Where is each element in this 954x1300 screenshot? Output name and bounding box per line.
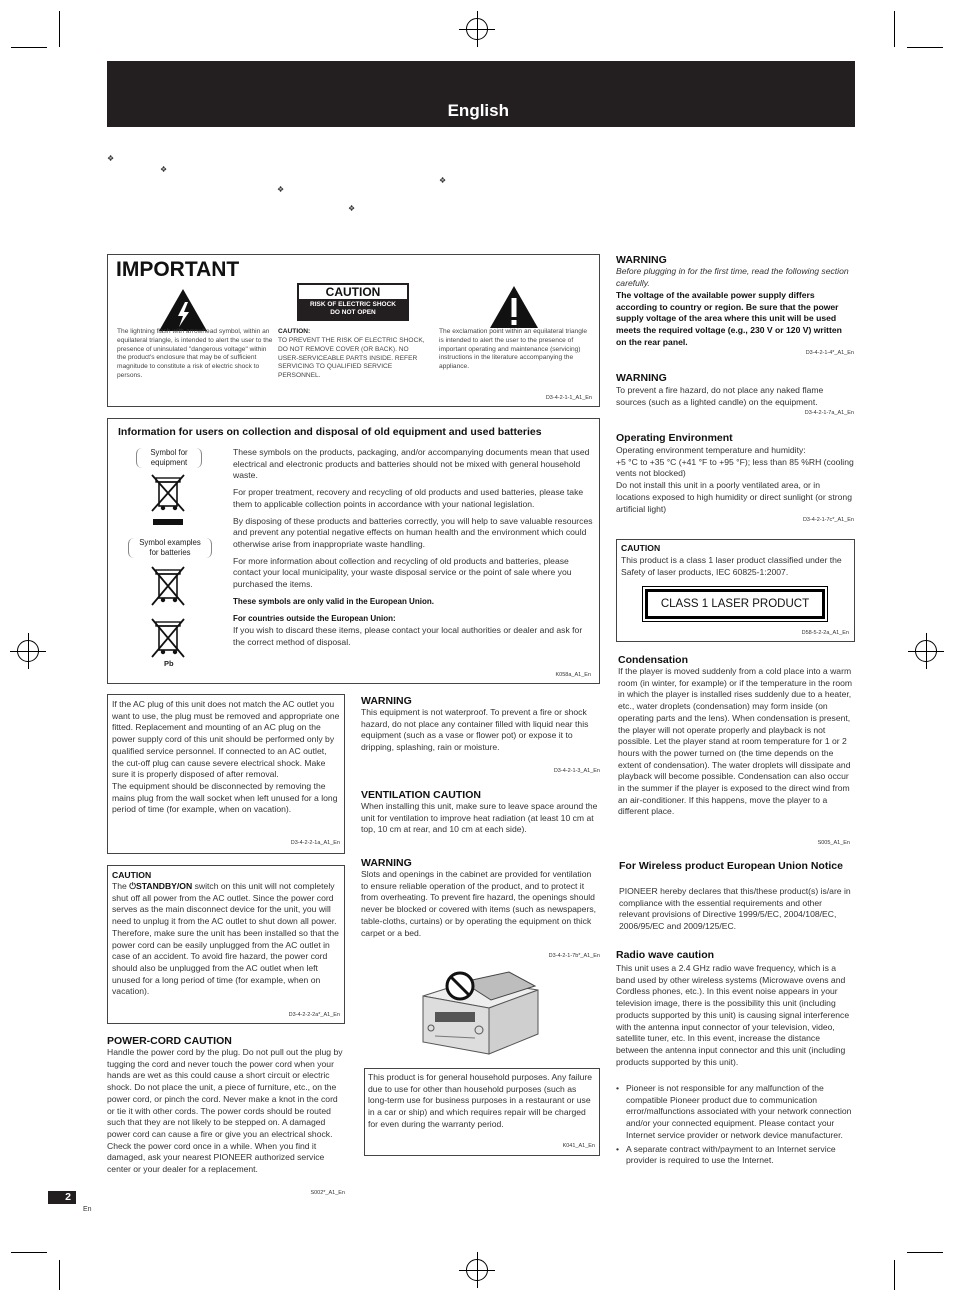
household-box [364, 1068, 600, 1156]
crossed-bin-battery-pb-icon [150, 617, 186, 663]
list-item: • A separate contract with/payment to an Internet service provider is required to use the Internet. [616, 1144, 854, 1167]
warning-flame-text: To prevent a fire hazard, do not place any naked flame sources (such as a lighted candle) on the equipment. [616, 385, 824, 407]
no-covering-unit-illustration [413, 966, 548, 1058]
lightning-warning-icon [158, 288, 208, 332]
wireless-text: PIONEER hereby declares that this/these product(s) is/are in compliance with the essential requirements and other relevant provisions of Directive 1999/5/EC, 2004/108/EC, 2006/95/EC and 2009/125/EC. [619, 886, 851, 932]
radio-bullet-list [616, 1083, 854, 1167]
section-code: D3-4-2-1-4*_A1_En [805, 350, 854, 356]
header-banner [107, 61, 855, 127]
warning-slots-text: Slots and openings in the cabinet are provided for ventilation to ensure reliable operation of the product, and to protect it from overheating. To prevent fire hazard, the openings should never be blocked or covered with items (such as newspapers, table-cloths, curtains) or by operating the equipment on thick carpet or a bed. [361, 869, 597, 938]
disposal-title: Information for users on collection and disposal of old equipment and used batteries [118, 426, 542, 438]
registration-mark [17, 640, 39, 662]
standby-text-pre: The [112, 881, 130, 891]
list-item: • Pioneer is not responsible for any malfunction of the compatible Pioneer product due to communication error/malfunctions associated with your network connection and/or your connected equipment. Please contact your Internet service provider or network device manufacturer. [616, 1083, 854, 1142]
disposal-paragraph: These symbols on the products, packaging, and/or accompanying documents mean that used electrical and electronic products and batteries should not be mixed with general household waste. [233, 447, 590, 481]
section-code: D3-4-2-1-3_A1_En [553, 768, 600, 774]
crop-mark [59, 1260, 60, 1290]
condensation-heading: Condensation [618, 654, 688, 666]
warning-voltage-heading: WARNING [616, 254, 667, 266]
standby-caution-text [112, 881, 340, 998]
exclamation-warning-icon [489, 285, 539, 329]
section-code: K058a_A1_En [555, 672, 591, 678]
diamond-ornament: ❖ [107, 154, 115, 163]
household-text: This product is for general household purposes. Any failure due to use for other than household purposes (such as long-term use for business purposes in a restaurant or use in a car or ship) and which requires repair will be charged for even during the warranty period. [368, 1072, 593, 1129]
ac-plug-box [107, 694, 345, 854]
crop-mark [894, 11, 895, 47]
lightning-description: The lightning flash with arrowhead symbol, within an equilateral triangle, is intended to alert the user to the presence of uninsulated "dangerous voltage" within the product's enclosure that may be of sufficient magnitude to constitute a risk of electric shock to persons. [117, 328, 273, 379]
registration-mark [915, 640, 937, 662]
page-number: 2 [48, 1191, 76, 1204]
caution-label-sub: RISK OF ELECTRIC SHOCK DO NOT OPEN [310, 301, 396, 316]
warning-slots-heading: WARNING [361, 857, 412, 869]
section-code: D3-4-2-2-2a*_A1_En [288, 1012, 340, 1018]
class1-laser-text: CLASS 1 LASER PRODUCT [660, 598, 810, 610]
crop-mark [907, 47, 943, 48]
section-code: D3-4-2-2-1a_A1_En [290, 840, 340, 846]
ventilation-text: When installing this unit, make sure to leave space around the unit for ventilation to improve heat radiation (at least 10 cm at top, 10 cm at rear, and 10 cm at each side). [361, 801, 598, 835]
symbol-batteries-label: Symbol examples for batteries [128, 538, 212, 558]
standby-on-label: STANDBY/ON [136, 881, 193, 891]
disposal-paragraph: By disposing of these products and batteries correctly, you will help to save valuable resources and prevent any potential negative effects on human health and the environment which could otherwise arise from inappropriate waste handling. [233, 515, 593, 549]
section-code: S002*_A1_En [310, 1190, 345, 1196]
ac-plug-text: If the AC plug of this unit does not match the AC outlet you want to use, the plug must be removed and appropriate one fitted. Replacement and mounting of an AC plug on the power supply cord of this unit should be performed only by qualified service personnel. If connected to an AC outlet, the cut-off plug can cause severe electrical shock. Make sure it is properly disposed of after removal. The equipment should be disconnected by removing the mains plug from the wall socket when left unused for a long period of time (for example, when on vacation). [112, 699, 340, 815]
section-code: D3-4-2-1-1_A1_En [545, 395, 592, 401]
operating-env-text: Operating environment temperature and humidity: +5 °C to +35 °C (+41 °F to +95 °F); less than 85 %RH (cooling vents not blocked) Do not install this unit in a poorly ventilated area, or in locations exposed to high humidity or direct sunlight (or strong artificial light) [616, 445, 854, 514]
warning-flame-heading: WARNING [616, 372, 667, 384]
condensation-text: If the player is moved suddenly from a cold place into a warm room (in winter, for example) or if the temperature in the room in which the player is installed rises suddenly due to a heater, etc., water droplets (condensation) may form inside (on operating parts and the lens). When condensation is present, the player will not operate properly and playback is not possible. Let the player stand at room temperature for 1 or 2 hours with the power turned on (the time depends on the extent of condensation). The water droplets will dissipate and playback will become possible. Condensation can also occur in the summer if the player is exposed to the direct wind from an air-conditioner. If this happens, move the player to a different place. [618, 666, 853, 817]
diamond-ornament: ❖ [439, 176, 447, 185]
section-code: D3-4-2-1-7a_A1_En [804, 410, 854, 416]
page-lang-code: En [83, 1206, 92, 1213]
radio-text: This unit uses a 2.4 GHz radio wave frequency, which is a band used by other wireless systems (Microwave ovens and Cordless phones, etc.). In this event noise appears in your television image, there is the possibility this unit (including products supported by this unit) is causing signal interference with the antenna input connector of your television, video, satellite tuner, etc. In this event, increase the distance between the antenna input connector and this unit (including products supported by this unit). [616, 963, 850, 1067]
crop-mark [11, 1252, 47, 1253]
caution-label-title: CAUTION [299, 285, 407, 299]
symbol-equipment-label: Symbol for equipment [136, 448, 202, 468]
laser-caution-heading: CAUTION [621, 543, 661, 553]
diamond-ornament: ❖ [277, 185, 285, 194]
standby-caution-box [107, 865, 345, 1024]
ventilation-heading: VENTILATION CAUTION [361, 789, 481, 801]
disposal-paragraph: If you wish to discard these items, please contact your local authorities or dealer and ask for the correct method of disposal. [233, 625, 583, 647]
crop-mark [894, 1260, 895, 1290]
crop-mark [907, 1252, 943, 1253]
warning-voltage-intro: Before plugging in for the first time, read the following section carefully. [616, 266, 849, 288]
disposal-eu-note: These symbols are only valid in the European Union. [233, 596, 434, 606]
crossed-bin-battery-icon [150, 565, 186, 611]
disposal-paragraph: For more information about collection and recycling of old products and batteries, please contact your local municipality, your waste disposal service or the point of sale where you purchased the items. [233, 555, 572, 590]
operating-env-heading: Operating Environment [616, 432, 733, 444]
crop-mark [11, 47, 47, 48]
important-title: IMPORTANT [116, 258, 240, 281]
page-language-title: English [447, 101, 509, 120]
section-code: K041_A1_En [562, 1143, 595, 1149]
power-cord-text: Handle the power cord by the plug. Do not pull out the plug by tugging the cord and never touch the power cord when your hands are wet as this could cause a short circuit or electric shock. Do not place the unit, a piece of furniture, etc., on the power cord, or pinch the cord. Never make a knot in the cord or tie it with other cords. The power cords should be routed such that they are not likely to be stepped on. A damaged power cord can cause a fire or give you an electrical shock. Check the power cord once in a while. When you find it damaged, ask your nearest PIONEER authorized service center or your dealer for a replacement. [107, 1047, 343, 1175]
diamond-ornament: ❖ [348, 204, 356, 213]
wireless-heading: For Wireless product European Union Notice [619, 860, 843, 872]
warning-voltage-text: The voltage of the available power supply differs according to country or region. Be sure that the power supply voltage of the area where this unit will be used meets the required voltage (e.g., 230 V or 120 V) written on the rear panel. [616, 290, 842, 347]
class1-laser-label [645, 589, 825, 619]
laser-caution-box [616, 539, 855, 642]
caution-label [297, 283, 409, 321]
power-icon: ⏻ [129, 881, 137, 891]
diamond-ornament: ❖ [160, 165, 168, 174]
section-code: D3-4-2-1-7c*_A1_En [802, 517, 854, 523]
laser-caution-text: This product is a class 1 laser product classified under the Safety of laser products, IEC 60825-1:2007. [621, 555, 842, 577]
caution-description: TO PREVENT THE RISK OF ELECTRIC SHOCK, DO NOT REMOVE COVER (OR BACK). NO USER-SERVICEABLE PARTS INSIDE. REFER SERVICING TO QUALIFIED SERVICE PERSONNEL. [278, 337, 425, 380]
disposal-box [107, 418, 600, 684]
registration-mark [466, 1259, 488, 1281]
registration-mark [466, 18, 488, 40]
radio-heading: Radio wave caution [616, 949, 715, 961]
warning-water-heading: WARNING [361, 695, 412, 707]
standby-caution-heading: CAUTION [112, 870, 152, 880]
disposal-paragraph: For proper treatment, recovery and recycling of old products and used batteries, please take them to applicable collection points in accordance with your national legislation. [233, 487, 584, 509]
exclamation-description: The exclamation point within an equilateral triangle is intended to alert the user to the presence of important operating and maintenance (servicing) instructions in the literature accompanying the appliance. [439, 328, 588, 371]
standby-text-post: switch on this unit will not completely shut off all power from the AC outlet. Since the power cord serves as the main disconnect device for the unit, you will need to unplug it from the AC outlet to shut down all power. Therefore, make sure the unit has been installed so that the power cord can be easily unplugged from the AC outlet in case of an accident. To avoid fire hazard, the power cord should also be unplugged from the AC outlet when left unused for a long period of time (for example, when on vacation). [112, 881, 339, 997]
warning-water-text: This equipment is not waterproof. To prevent a fire or shock hazard, do not place any container filled with liquid near this equipment (such as a vase or flower pot) or expose it to dripping, splashing, rain or moisture. [361, 707, 589, 753]
power-cord-heading: POWER-CORD CAUTION [107, 1035, 232, 1047]
crop-mark [59, 11, 60, 47]
disposal-non-eu-heading: For countries outside the European Union: [233, 614, 396, 624]
section-code: S005_A1_En [817, 840, 850, 846]
pb-label: Pb [164, 659, 174, 668]
caution-heading: CAUTION: [278, 328, 311, 335]
important-box [107, 254, 600, 407]
crossed-bin-icon [150, 473, 186, 527]
disposal-text [233, 447, 593, 649]
section-code: D58-5-2-2a_A1_En [801, 630, 849, 636]
section-code: D3-4-2-1-7b*_A1_En [548, 953, 600, 959]
